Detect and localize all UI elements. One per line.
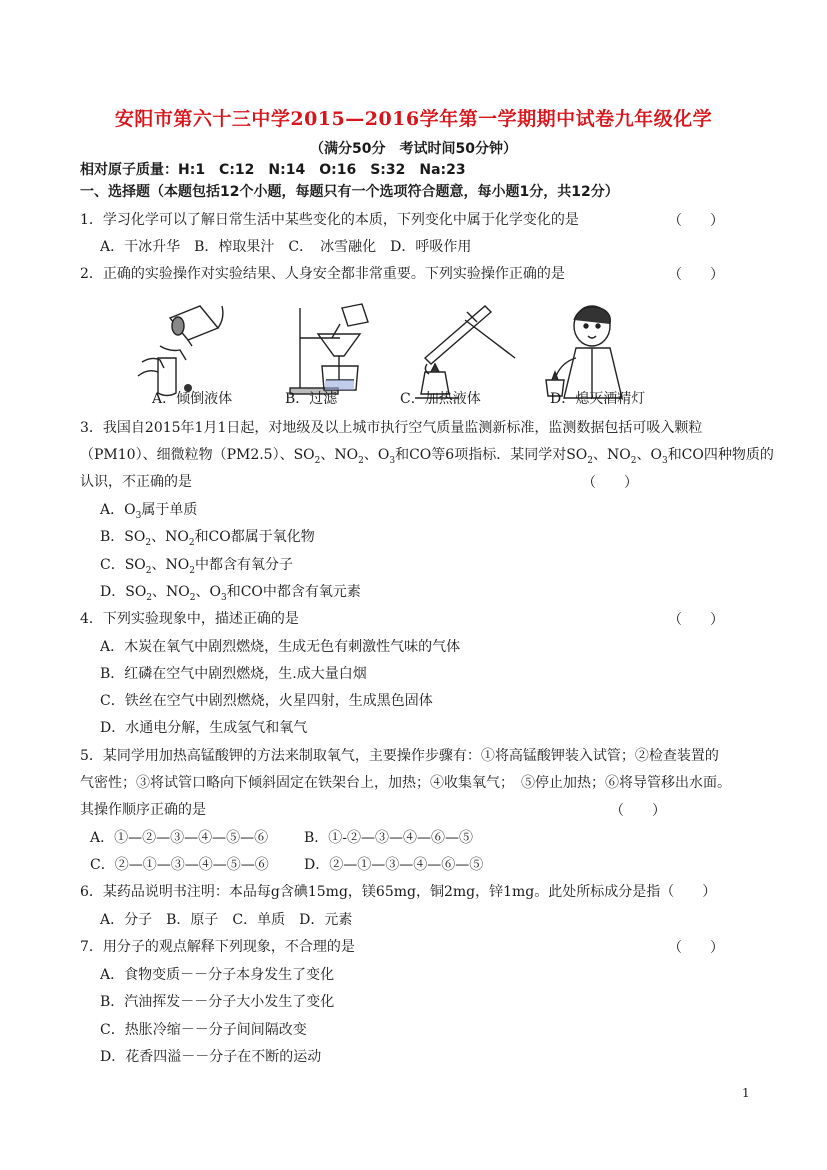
figure-caption-c: C．加热液体 (400, 391, 481, 407)
question-7-option-c: C．热胀冷缩－－分子间间隔改变 (100, 1022, 307, 1038)
figure-caption-a: A．倾倒液体 (152, 391, 233, 407)
question-3-line1: 3．我国自2015年1月1日起，对地级及以上城市执行空气质量监测新标准，监测数据包括可吸入颗粒 (80, 420, 703, 436)
question-4-stem: 4．下列实验现象中，描述正确的是 (80, 611, 299, 627)
question-2-stem: 2．正确的实验操作对实验结果、人身安全都非常重要。下列实验操作正确的是 (80, 266, 565, 282)
question-3-option-c: C．$SO_2$、$NO_2$中都含有氧分子 (100, 557, 293, 576)
question-3-option-a: A．$O_3$属于单质 (100, 502, 198, 521)
question-5-line2: 气密性；③将试管口略向下倾斜固定在铁架台上，加热；④收集氧气； ⑤停止加热；⑥将导管移出水面。 (80, 775, 731, 791)
question-3-line3: 认识，不正确的是 (80, 474, 192, 490)
answer-paren: （ ） (582, 475, 638, 491)
question-4-option-b: B．红磷在空气中剧烈燃烧，生.成大量白烟 (100, 666, 367, 682)
question-6-options: A．分子 B．原子 C．单质 D．元素 (100, 912, 353, 928)
question-3-option-d: D．$SO_2$、$NO_2$、$O_3$和CO中都含有氧元素 (100, 584, 361, 603)
page-title: 安阳市第六十三中学2015—2016学年第一学期期中试卷九年级化学 (114, 108, 713, 130)
question-1-stem: 1．学习化学可以了解日常生活中某些变化的本质，下列变化中属于化学变化的是 (80, 212, 579, 228)
question-3-line2: （PM10）、细微粒物（PM2.5）、$SO_2$、$NO_2$、$O_3$和CO等6项指标．某同学对$SO_2$、$NO_2$、$O_3$和CO四种物质的 (80, 447, 774, 466)
figure-caption-b: B．过滤 (285, 391, 338, 407)
answer-paren: （ ） (668, 612, 724, 628)
question-5-line3: 其操作顺序正确的是 (80, 802, 206, 818)
question-7-stem: 7．用分子的观点解释下列现象，不合理的是 (80, 939, 355, 955)
question-7-option-d: D．花香四溢－－分子在不断的运动 (100, 1049, 322, 1065)
question-5-option-c: C．②—①—③—④—⑤—⑥ (90, 857, 269, 873)
question-1-options: A．干冰升华 B．榨取果汁 C． 冰雪融化 D．呼吸作用 (100, 239, 472, 255)
answer-paren: （ ） (610, 803, 666, 819)
question-4-option-a: A．木炭在氧气中剧烈燃烧，生成无色有刺激性气味的气体 (100, 639, 461, 655)
answer-paren: （ ） (668, 267, 724, 283)
question-4-option-c: C．铁丝在空气中剧烈燃烧，火星四射，生成黑色固体 (100, 693, 433, 709)
question-6-stem: 6．某药品说明书注明：本品每g含碘15mg，镁65mg，铜2mg，锌1mg。此处所标成分是指（ ） (80, 884, 717, 900)
answer-paren: （ ） (668, 213, 724, 229)
answer-paren: （ ） (668, 940, 724, 956)
question-7-option-a: A．食物变质－－分子本身发生了变化 (100, 967, 335, 983)
question-4-option-d: D．水通电分解，生成氢气和氧气 (100, 720, 308, 736)
figure-caption-d: D．熄灭酒精灯 (550, 391, 646, 407)
question-7-option-b: B．汽油挥发－－分子大小发生了变化 (100, 994, 335, 1010)
question-3-option-b: B．$SO_2$、$NO_2$和CO都属于氧化物 (100, 529, 315, 548)
page-number: 1 (742, 1086, 750, 1100)
question-5-option-b: B．①-②—③—④—⑥—⑤ (304, 830, 474, 846)
question-5-option-a: A．①—②—③—④—⑤—⑥ (90, 830, 269, 846)
question-5-line1: 5．某同学用加热高锰酸钾的方法来制取氧气，主要操作步骤有：①将高锰酸钾装入试管；②检查装置的 (80, 748, 719, 764)
section-heading: 一、选择题（本题包括12个小题，每题只有一个选项符合题意，每小题1分，共12分） (80, 184, 619, 200)
atomic-mass-line: 相对原子质量：H:1 C:12 N:14 O:16 S:32 Na:23 (80, 162, 466, 178)
exam-subtitle: （满分50分 考试时间50分钟） (310, 141, 517, 157)
question-5-option-d: D．②—①—③—④—⑥—⑤ (304, 857, 484, 873)
